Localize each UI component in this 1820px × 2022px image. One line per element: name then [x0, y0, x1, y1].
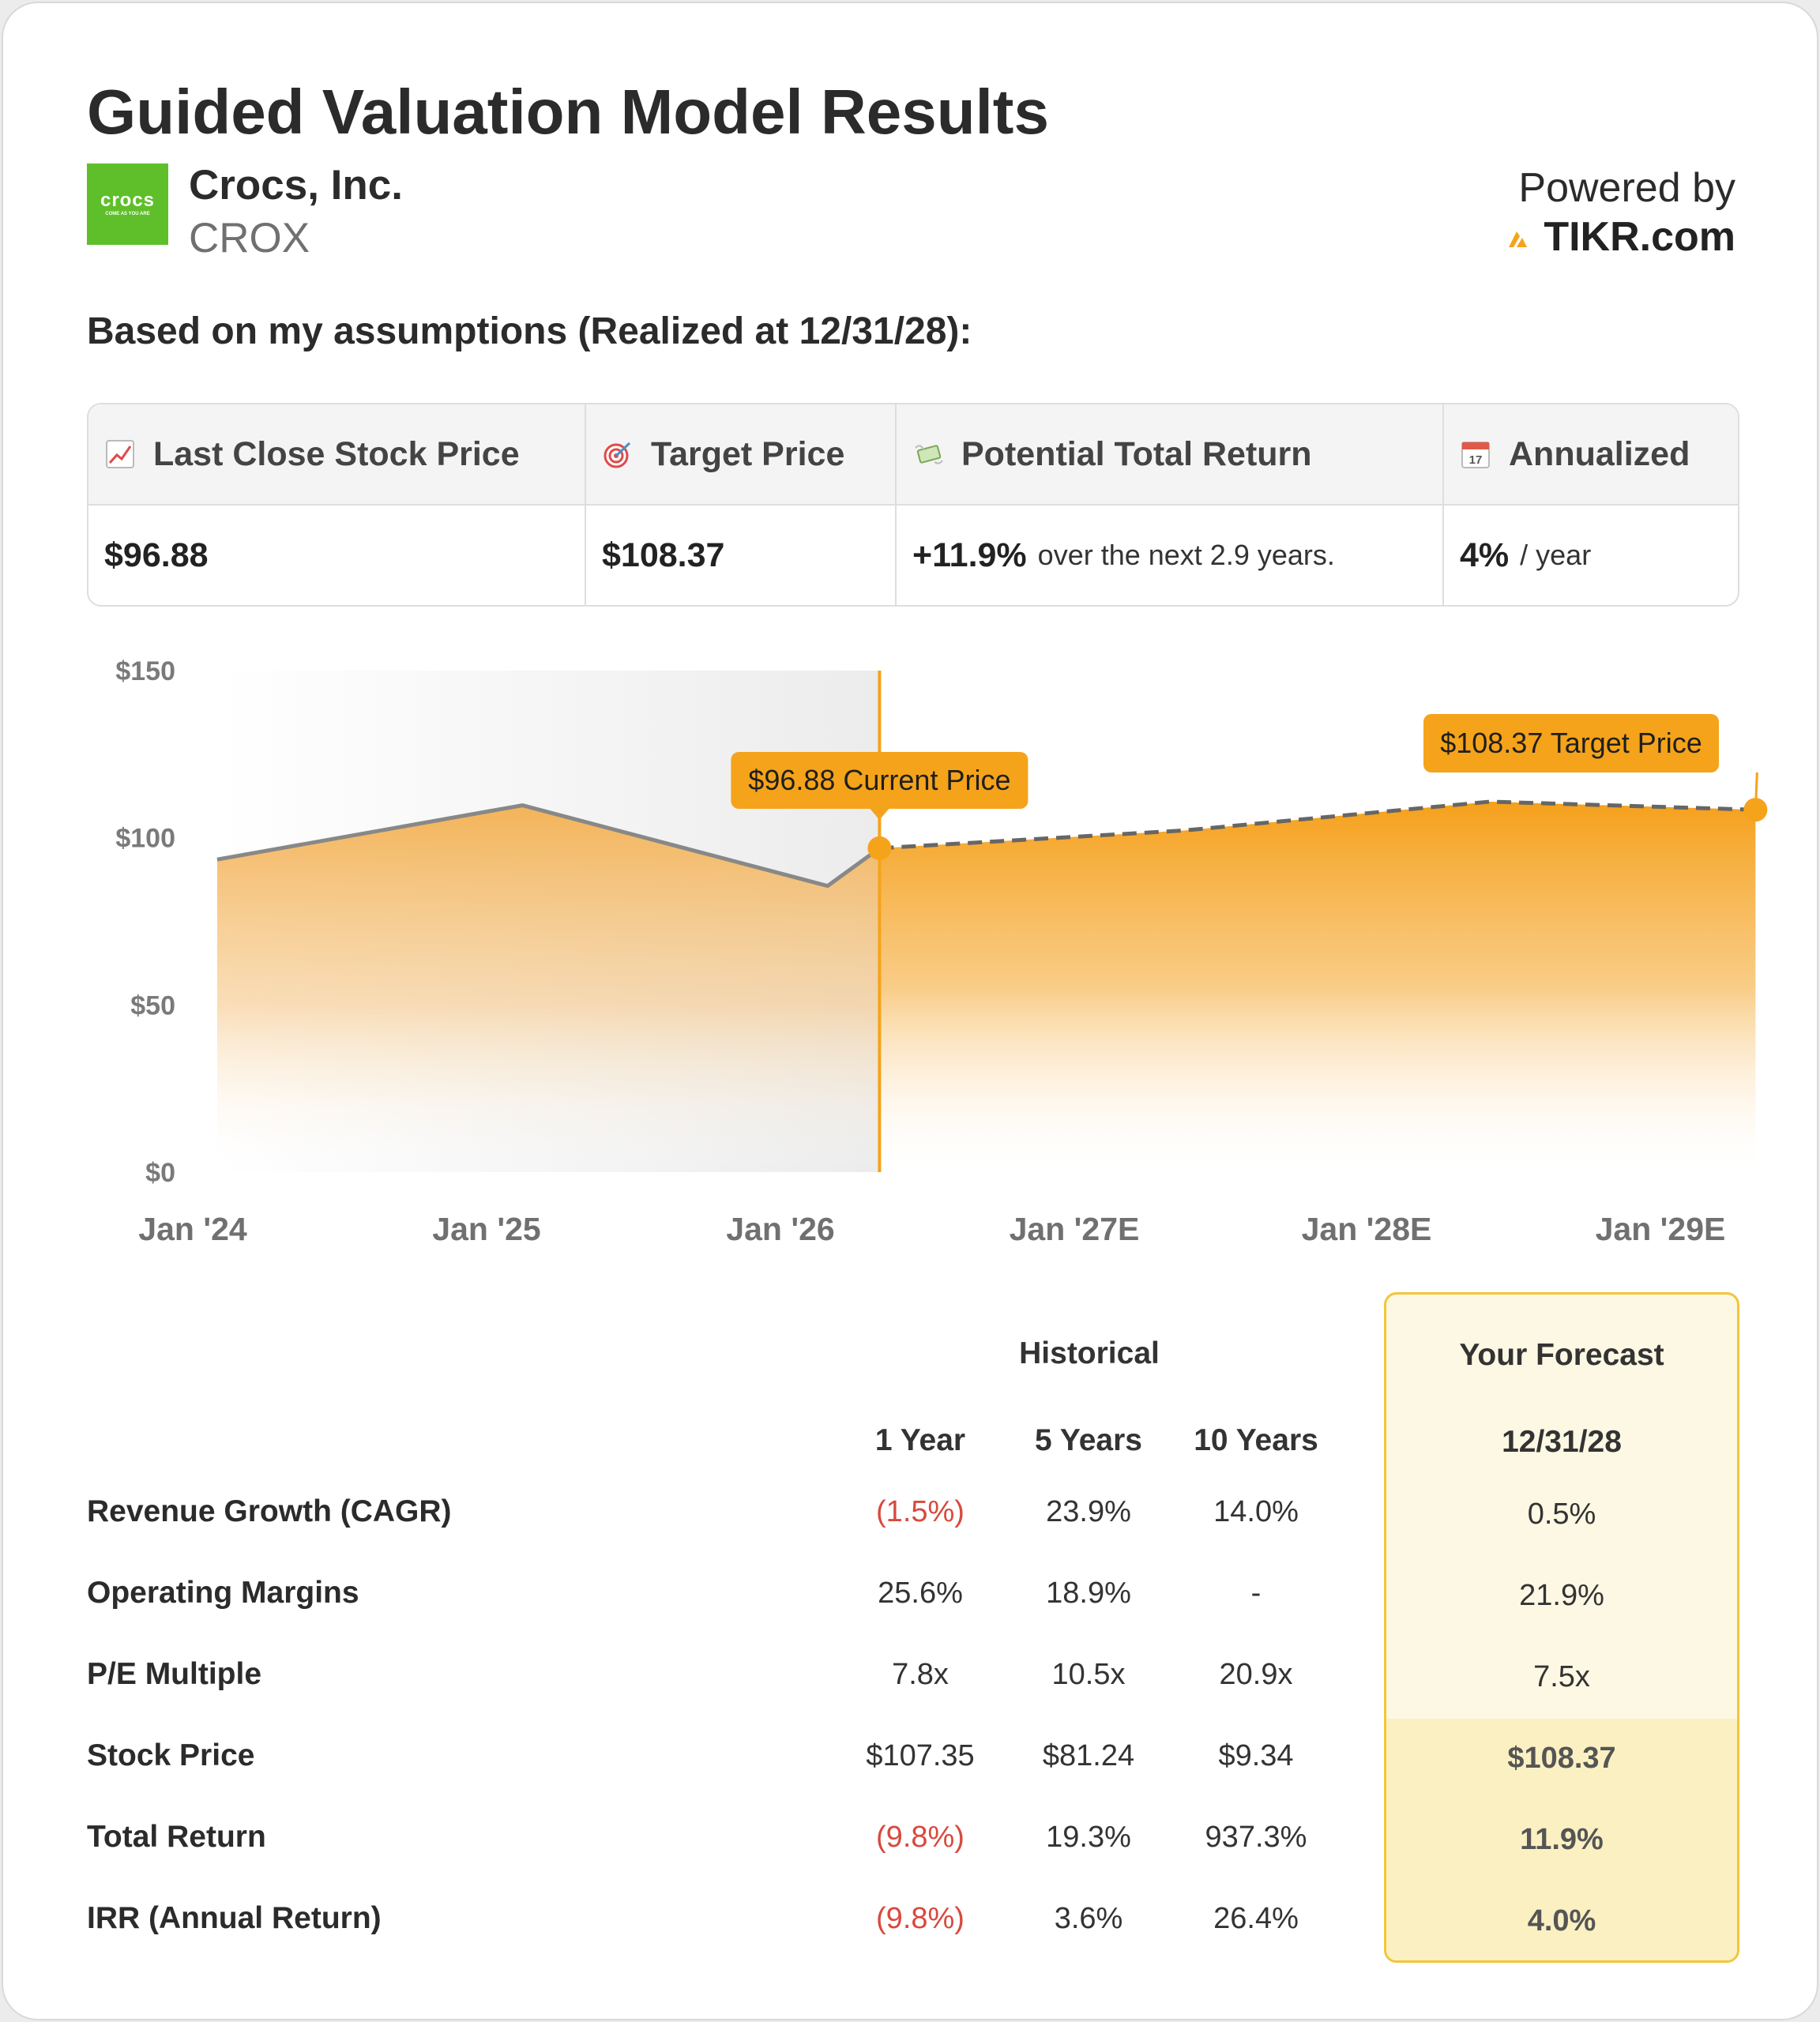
target-price-label: $108.37 Target Price	[1440, 727, 1702, 759]
results-card	[2, 2, 1818, 2020]
current-price-marker	[867, 836, 891, 860]
forecast-cell: 0.5%	[1527, 1498, 1596, 1531]
forecast-cell: 21.9%	[1519, 1579, 1604, 1612]
y-tick-label: $0	[145, 1158, 175, 1188]
header-last-close: Last Close Stock Price	[88, 404, 585, 504]
header-annualized: 17 Annualized	[1444, 404, 1739, 504]
chart-increasing-icon	[104, 438, 136, 470]
metric-cell-v10: 26.4%	[1213, 1902, 1299, 1935]
metric-row-label: P/E Multiple	[87, 1657, 262, 1691]
metric-row-label: Operating Margins	[87, 1576, 359, 1610]
metric-cell-v5: 10.5x	[1051, 1658, 1126, 1691]
metric-cell-v5: 19.3%	[1046, 1821, 1131, 1854]
metric-row-label: Revenue Growth (CAGR)	[87, 1494, 452, 1528]
y-tick-label: $150	[115, 656, 175, 686]
metric-cell-v1: 7.8x	[892, 1658, 949, 1691]
y-tick-label: $100	[115, 823, 175, 854]
metric-cell-v5: 23.9%	[1046, 1495, 1131, 1528]
metric-cell-v10: 14.0%	[1213, 1495, 1299, 1528]
ticker-symbol: CROX	[189, 215, 310, 261]
metric-cell-v10: 937.3%	[1205, 1821, 1307, 1854]
summary-table	[87, 403, 1739, 607]
metric-cell-v1: (9.8%)	[876, 1821, 965, 1854]
powered-by-label: Powered by	[1518, 165, 1735, 211]
col-header-10y: 10 Years	[1194, 1423, 1318, 1457]
metric-cell-v5: $81.24	[1042, 1739, 1135, 1772]
tikr-logo-icon	[1506, 225, 1534, 249]
col-header-1y: 1 Year	[874, 1423, 966, 1457]
target-price-value: $108.37	[602, 536, 725, 574]
header-total-return: Potential Total Return	[897, 404, 1442, 504]
price-chart	[3, 635, 1820, 1267]
x-tick-label: Jan '26	[726, 1211, 835, 1247]
metric-row-label: Total Return	[87, 1820, 266, 1854]
historical-header: Historical	[1019, 1336, 1160, 1370]
current-price-label: $96.88 Current Price	[748, 764, 1011, 796]
forecast-cell: 7.5x	[1533, 1660, 1590, 1693]
money-with-wings-icon	[912, 438, 944, 470]
metric-cell-v10: -	[1250, 1577, 1262, 1610]
brand-link[interactable]: TIKR.com	[1506, 213, 1735, 261]
forecast-cell: 4.0%	[1527, 1904, 1596, 1937]
metric-cell-v1: (9.8%)	[876, 1902, 965, 1935]
forecast-area	[879, 802, 1755, 1172]
metric-cell-v1: (1.5%)	[876, 1495, 965, 1528]
forecast-cell: 11.9%	[1520, 1823, 1604, 1856]
last-close-value: $96.88	[104, 536, 209, 574]
metric-cell-v10: $9.34	[1218, 1739, 1294, 1772]
metric-row-label: IRR (Annual Return)	[87, 1901, 382, 1935]
metric-cell-v1: 25.6%	[878, 1577, 963, 1610]
metric-cell-v1: $107.35	[866, 1739, 975, 1772]
target-icon	[602, 438, 634, 470]
col-header-5y: 5 Years	[1035, 1423, 1142, 1457]
metric-cell-v5: 3.6%	[1054, 1902, 1123, 1935]
y-tick-label: $50	[130, 990, 175, 1021]
total-return-value: +11.9% over the next 2.9 years.	[912, 536, 1335, 574]
svg-text:17: 17	[1468, 453, 1483, 467]
header-target-price: Target Price	[586, 404, 895, 504]
annualized-value: 4% / year	[1460, 536, 1592, 574]
forecast-date: 12/31/28	[1502, 1425, 1622, 1459]
x-tick-label: Jan '24	[138, 1211, 247, 1247]
company-name: Crocs, Inc.	[189, 162, 403, 209]
x-tick-label: Jan '27E	[1009, 1211, 1140, 1247]
forecast-column	[1384, 1292, 1739, 1963]
x-tick-label: Jan '28E	[1301, 1211, 1432, 1247]
forecast-cell: $108.37	[1507, 1742, 1616, 1775]
metric-cell-v10: 20.9x	[1219, 1658, 1293, 1691]
x-tick-label: Jan '29E	[1595, 1211, 1726, 1247]
metric-cell-v5: 18.9%	[1046, 1577, 1131, 1610]
x-tick-label: Jan '25	[432, 1211, 541, 1247]
company-logo: crocs COME AS YOU ARE	[87, 163, 168, 245]
page-title: Guided Valuation Model Results	[87, 77, 1049, 147]
calendar-icon	[1460, 438, 1491, 470]
forecast-header: Your Forecast	[1459, 1338, 1664, 1372]
assumptions-heading: Based on my assumptions (Realized at 12/31/28):	[87, 310, 972, 352]
target-price-callout-pointer	[1755, 772, 1757, 810]
metric-row-label: Stock Price	[87, 1738, 255, 1772]
